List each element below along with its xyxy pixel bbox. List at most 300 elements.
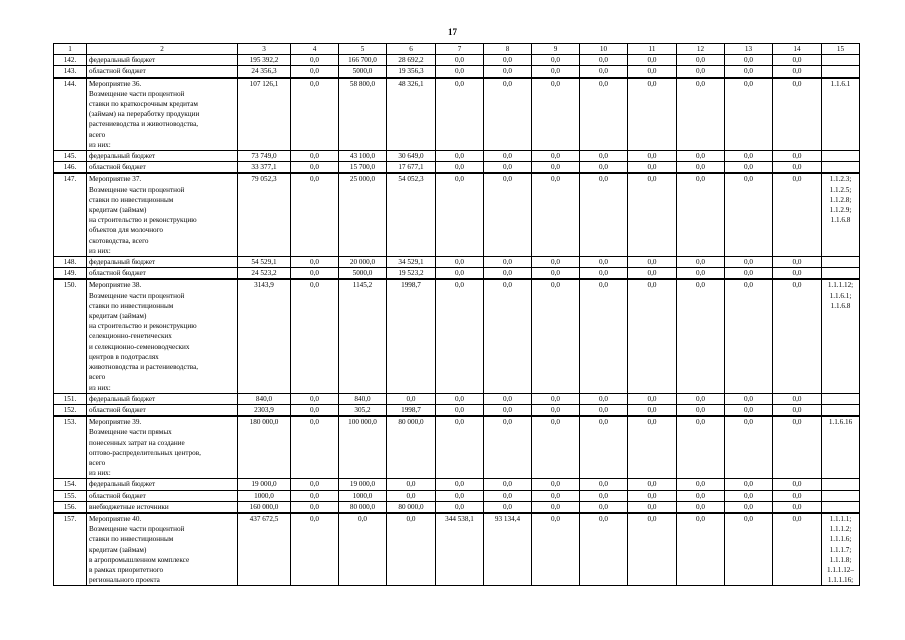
value-cell-c10: 0,0 [580,501,628,513]
value-cell-c6: 19 523,2 [387,268,436,280]
description-line: федеральный бюджет [89,258,156,267]
table-row [54,513,860,586]
description-line: Мероприятие 39. [89,418,142,427]
description-line: ставки по инвестиционным [89,535,174,544]
description-line: всего [89,130,106,139]
value-cell-c12: 0,0 [677,490,725,501]
header-cell: 11 [628,44,677,55]
description-line: Возмещение части прямых [89,428,172,437]
value-cell-c8: 0,0 [484,66,532,78]
reference-cell [822,279,860,393]
description-line: на строительство и реконструкцию [89,322,197,331]
value-cell-c4: 0,0 [291,404,339,416]
table-row [54,393,860,404]
reference-line: 1.1.6.8 [830,301,851,310]
value-cell-c6: 28 692,2 [387,55,436,66]
value-cell-c7: 0,0 [436,490,484,501]
header-cell: 15 [822,44,860,55]
description-cell [87,404,238,416]
value-cell-c3: 19 000,0 [238,479,291,490]
reference-cell [822,257,860,268]
row-number-cell: 155. [54,490,87,501]
budget-table [53,43,860,586]
value-cell-c7: 344 538,1 [436,513,484,586]
value-cell-c5: 15 700,0 [339,162,387,174]
value-cell-c7: 0,0 [436,151,484,162]
row-number-cell: 149. [54,268,87,280]
reference-cell [822,501,860,513]
description-line: Мероприятие 38. [89,281,142,290]
description-cell [87,501,238,513]
value-cell-c10: 0,0 [580,268,628,280]
value-cell-c4: 0,0 [291,66,339,78]
value-cell-c14: 0,0 [773,268,822,280]
value-cell-c10: 0,0 [580,257,628,268]
value-cell-c8: 0,0 [484,404,532,416]
value-cell-c12: 0,0 [677,416,725,479]
value-cell-c8: 0,0 [484,279,532,393]
value-cell-c3: 3143,9 [238,279,291,393]
value-cell-c13: 0,0 [725,490,773,501]
value-cell-c6: 48 326,1 [387,78,436,151]
value-cell-c5: 20 000,0 [339,257,387,268]
value-cell-c6: 1998,7 [387,279,436,393]
value-cell-c4: 0,0 [291,416,339,479]
value-cell-c9: 0,0 [532,479,580,490]
value-cell-c8: 0,0 [484,501,532,513]
value-cell-c14: 0,0 [773,501,822,513]
description-line: федеральный бюджет [89,56,156,65]
row-number-cell: 146. [54,162,87,174]
reference-line: 1.1.1.6; [829,535,852,544]
table-row [54,479,860,490]
value-cell-c6: 34 529,1 [387,257,436,268]
description-line: внебюджетные источники [89,502,169,511]
reference-line: 1.1.2.3; [829,175,852,184]
description-line: ставки по инвестиционным [89,301,174,310]
value-cell-c5: 5000,0 [339,66,387,78]
description-line: центров в подотраслях [89,352,159,361]
row-number-cell: 145. [54,151,87,162]
value-cell-c4: 0,0 [291,490,339,501]
value-cell-c13: 0,0 [725,393,773,404]
description-line: скотоводства, всего [89,236,149,245]
description-cell [87,416,238,479]
description-cell [87,393,238,404]
value-cell-c8: 0,0 [484,393,532,404]
description-line: Возмещение части процентной [89,89,185,98]
value-cell-c13: 0,0 [725,55,773,66]
description-cell [87,151,238,162]
reference-line: 1.1.1.7; [829,545,852,554]
row-number-cell: 152. [54,404,87,416]
value-cell-c8: 93 134,4 [484,513,532,586]
value-cell-c14: 0,0 [773,66,822,78]
value-cell-c12: 0,0 [677,257,725,268]
value-cell-c11: 0,0 [628,416,677,479]
header-cell: 7 [436,44,484,55]
description-line: федеральный бюджет [89,152,156,161]
description-line: растениеводства и животноводства, [89,120,199,129]
value-cell-c4: 0,0 [291,151,339,162]
description-line: всего [89,458,106,467]
table-row [54,416,860,479]
reference-line: 1.1.1.1; [829,514,852,523]
value-cell-c3: 2303,9 [238,404,291,416]
value-cell-c13: 0,0 [725,404,773,416]
value-cell-c13: 0,0 [725,78,773,151]
reference-line: 1.1.1.2; [829,525,852,534]
value-cell-c10: 0,0 [580,490,628,501]
description-line: кредитам (займам) [89,545,147,554]
value-cell-c7: 0,0 [436,162,484,174]
value-cell-c9: 0,0 [532,66,580,78]
description-line: ставки по инвестиционным [89,195,174,204]
value-cell-c14: 0,0 [773,55,822,66]
description-line: Мероприятие 37. [89,175,142,184]
value-cell-c8: 0,0 [484,257,532,268]
page-number: 17 [448,27,457,37]
reference-line: 1.1.2.9; [829,206,852,215]
table-row [54,279,860,393]
value-cell-c5: 1145,2 [339,279,387,393]
value-cell-c9: 0,0 [532,162,580,174]
value-cell-c12: 0,0 [677,393,725,404]
description-line: в рамках приоритетного [89,565,164,574]
description-cell [87,66,238,78]
value-cell-c8: 0,0 [484,416,532,479]
description-line: Возмещение части процентной [89,185,185,194]
value-cell-c5: 166 700,0 [339,55,387,66]
value-cell-c3: 24 356,3 [238,66,291,78]
value-cell-c11: 0,0 [628,257,677,268]
table-row [54,162,860,174]
table-row [54,173,860,256]
value-cell-c9: 0,0 [532,173,580,256]
description-line: кредитам (займам) [89,312,147,321]
value-cell-c11: 0,0 [628,404,677,416]
reference-cell [822,162,860,174]
value-cell-c12: 0,0 [677,162,725,174]
value-cell-c10: 0,0 [580,404,628,416]
description-cell [87,479,238,490]
value-cell-c7: 0,0 [436,393,484,404]
reference-cell [822,393,860,404]
value-cell-c14: 0,0 [773,78,822,151]
value-cell-c6: 0,0 [387,479,436,490]
value-cell-c7: 0,0 [436,66,484,78]
table-row [54,55,860,66]
value-cell-c6: 0,0 [387,490,436,501]
header-cell: 1 [54,44,87,55]
value-cell-c12: 0,0 [677,66,725,78]
value-cell-c7: 0,0 [436,501,484,513]
value-cell-c14: 0,0 [773,416,822,479]
value-cell-c3: 33 377,1 [238,162,291,174]
value-cell-c13: 0,0 [725,279,773,393]
value-cell-c14: 0,0 [773,151,822,162]
description-line: из них: [89,469,111,478]
table-row [54,404,860,416]
value-cell-c4: 0,0 [291,393,339,404]
value-cell-c12: 0,0 [677,479,725,490]
value-cell-c4: 0,0 [291,501,339,513]
description-line: федеральный бюджет [89,480,156,489]
reference-line: 1.1.2.8; [829,195,852,204]
value-cell-c10: 0,0 [580,78,628,151]
value-cell-c12: 0,0 [677,78,725,151]
reference-cell [822,173,860,256]
value-cell-c8: 0,0 [484,268,532,280]
value-cell-c13: 0,0 [725,162,773,174]
description-line: из них: [89,383,111,392]
value-cell-c13: 0,0 [725,66,773,78]
value-cell-c11: 0,0 [628,479,677,490]
description-line: из них: [89,246,111,255]
value-cell-c13: 0,0 [725,416,773,479]
description-line: на строительство и реконструкцию [89,216,197,225]
value-cell-c12: 0,0 [677,404,725,416]
description-line: оптово-распределительных центров, [89,448,201,457]
value-cell-c5: 58 800,0 [339,78,387,151]
reference-cell [822,479,860,490]
reference-cell [822,490,860,501]
value-cell-c3: 840,0 [238,393,291,404]
value-cell-c12: 0,0 [677,513,725,586]
value-cell-c7: 0,0 [436,78,484,151]
description-cell [87,268,238,280]
description-line: областной бюджет [89,405,146,414]
value-cell-c4: 0,0 [291,173,339,256]
description-line: Возмещение части процентной [89,291,185,300]
value-cell-c13: 0,0 [725,501,773,513]
value-cell-c9: 0,0 [532,490,580,501]
value-cell-c11: 0,0 [628,162,677,174]
value-cell-c7: 0,0 [436,268,484,280]
value-cell-c6: 54 052,3 [387,173,436,256]
value-cell-c5: 840,0 [339,393,387,404]
value-cell-c11: 0,0 [628,78,677,151]
row-number-cell: 150. [54,279,87,393]
value-cell-c5: 19 000,0 [339,479,387,490]
row-number-cell: 151. [54,393,87,404]
description-line: из них: [89,140,111,149]
value-cell-c10: 0,0 [580,173,628,256]
value-cell-c5: 80 000,0 [339,501,387,513]
value-cell-c8: 0,0 [484,78,532,151]
table-row [54,490,860,501]
value-cell-c7: 0,0 [436,173,484,256]
value-cell-c14: 0,0 [773,513,822,586]
row-number-cell: 154. [54,479,87,490]
value-cell-c11: 0,0 [628,173,677,256]
description-line: всего [89,373,106,382]
value-cell-c7: 0,0 [436,279,484,393]
description-cell [87,513,238,586]
value-cell-c3: 160 000,0 [238,501,291,513]
value-cell-c5: 100 000,0 [339,416,387,479]
value-cell-c3: 79 052,3 [238,173,291,256]
description-line: кредитам (займам) [89,206,147,215]
value-cell-c14: 0,0 [773,479,822,490]
value-cell-c12: 0,0 [677,151,725,162]
value-cell-c13: 0,0 [725,151,773,162]
value-cell-c3: 24 523,2 [238,268,291,280]
description-line: животноводства и растениеводства, [89,363,199,372]
description-line: и селекционно-семеноводческих [89,342,190,351]
header-cell: 6 [387,44,436,55]
value-cell-c9: 0,0 [532,268,580,280]
row-number-cell: 153. [54,416,87,479]
reference-cell [822,404,860,416]
value-cell-c13: 0,0 [725,257,773,268]
value-cell-c14: 0,0 [773,393,822,404]
value-cell-c11: 0,0 [628,279,677,393]
description-line: Возмещение части процентной [89,525,185,534]
reference-line: 1.1.1.12; [827,281,854,290]
table-row [54,257,860,268]
value-cell-c6: 19 356,3 [387,66,436,78]
description-line: федеральный бюджет [89,394,156,403]
description-line: областной бюджет [89,163,146,172]
value-cell-c13: 0,0 [725,479,773,490]
value-cell-c10: 0,0 [580,55,628,66]
reference-cell [822,78,860,151]
value-cell-c6: 1998,7 [387,404,436,416]
reference-line: 1.1.6.16 [828,418,853,427]
value-cell-c8: 0,0 [484,55,532,66]
value-cell-c8: 0,0 [484,490,532,501]
value-cell-c13: 0,0 [725,173,773,256]
value-cell-c5: 5000,0 [339,268,387,280]
reference-line: 1.1.6.1 [830,79,851,88]
description-line: областной бюджет [89,67,146,76]
value-cell-c12: 0,0 [677,501,725,513]
value-cell-c14: 0,0 [773,257,822,268]
description-cell [87,490,238,501]
header-cell: 12 [677,44,725,55]
reference-cell [822,66,860,78]
header-cell: 5 [339,44,387,55]
description-line: объектов для молочного [89,226,164,235]
header-cell: 14 [773,44,822,55]
value-cell-c8: 0,0 [484,173,532,256]
value-cell-c12: 0,0 [677,173,725,256]
value-cell-c4: 0,0 [291,513,339,586]
value-cell-c9: 0,0 [532,279,580,393]
description-cell [87,162,238,174]
table-row [54,268,860,280]
reference-cell [822,55,860,66]
value-cell-c6: 80 000,0 [387,501,436,513]
value-cell-c12: 0,0 [677,55,725,66]
value-cell-c9: 0,0 [532,78,580,151]
value-cell-c7: 0,0 [436,404,484,416]
value-cell-c6: 0,0 [387,393,436,404]
value-cell-c6: 80 000,0 [387,416,436,479]
value-cell-c10: 0,0 [580,393,628,404]
value-cell-c4: 0,0 [291,479,339,490]
value-cell-c6: 30 649,0 [387,151,436,162]
value-cell-c9: 0,0 [532,404,580,416]
value-cell-c10: 0,0 [580,479,628,490]
value-cell-c11: 0,0 [628,55,677,66]
row-number-cell: 144. [54,78,87,151]
value-cell-c3: 180 000,0 [238,416,291,479]
value-cell-c11: 0,0 [628,513,677,586]
value-cell-c9: 0,0 [532,393,580,404]
value-cell-c5: 0,0 [339,513,387,586]
row-number-cell: 143. [54,66,87,78]
reference-line: 1.1.1.12– [827,565,854,574]
reference-line: 1.1.6.1; [829,291,852,300]
row-number-cell: 157. [54,513,87,586]
value-cell-c14: 0,0 [773,173,822,256]
value-cell-c10: 0,0 [580,416,628,479]
description-line: регионального проекта [89,576,160,585]
reference-line: 1.1.1.16; [827,576,854,585]
header-cell: 3 [238,44,291,55]
description-line: областной бюджет [89,269,146,278]
value-cell-c6: 17 677,1 [387,162,436,174]
value-cell-c14: 0,0 [773,404,822,416]
description-line: понесенных затрат на создание [89,438,185,447]
reference-line: 1.1.6.8 [830,216,851,225]
description-cell [87,78,238,151]
value-cell-c8: 0,0 [484,479,532,490]
value-cell-c14: 0,0 [773,279,822,393]
value-cell-c5: 25 000,0 [339,173,387,256]
value-cell-c4: 0,0 [291,257,339,268]
value-cell-c14: 0,0 [773,162,822,174]
value-cell-c12: 0,0 [677,279,725,393]
value-cell-c11: 0,0 [628,66,677,78]
table-row [54,66,860,78]
value-cell-c11: 0,0 [628,151,677,162]
value-cell-c9: 0,0 [532,151,580,162]
value-cell-c9: 0,0 [532,416,580,479]
header-cell: 13 [725,44,773,55]
value-cell-c10: 0,0 [580,151,628,162]
header-cell: 8 [484,44,532,55]
description-cell [87,257,238,268]
table-row [54,78,860,151]
value-cell-c4: 0,0 [291,55,339,66]
value-cell-c4: 0,0 [291,268,339,280]
value-cell-c10: 0,0 [580,513,628,586]
row-number-cell: 148. [54,257,87,268]
header-cell: 9 [532,44,580,55]
value-cell-c11: 0,0 [628,393,677,404]
description-cell [87,55,238,66]
value-cell-c11: 0,0 [628,490,677,501]
value-cell-c5: 305,2 [339,404,387,416]
value-cell-c3: 437 672,5 [238,513,291,586]
value-cell-c3: 1000,0 [238,490,291,501]
table-row [54,501,860,513]
value-cell-c4: 0,0 [291,279,339,393]
description-line: в агропромышленном комплексе [89,555,190,564]
value-cell-c7: 0,0 [436,416,484,479]
value-cell-c7: 0,0 [436,55,484,66]
row-number-cell: 156. [54,501,87,513]
value-cell-c4: 0,0 [291,162,339,174]
value-cell-c3: 107 126,1 [238,78,291,151]
value-cell-c5: 43 100,0 [339,151,387,162]
reference-line: 1.1.2.5; [829,185,852,194]
header-row [54,44,860,55]
header-cell: 10 [580,44,628,55]
